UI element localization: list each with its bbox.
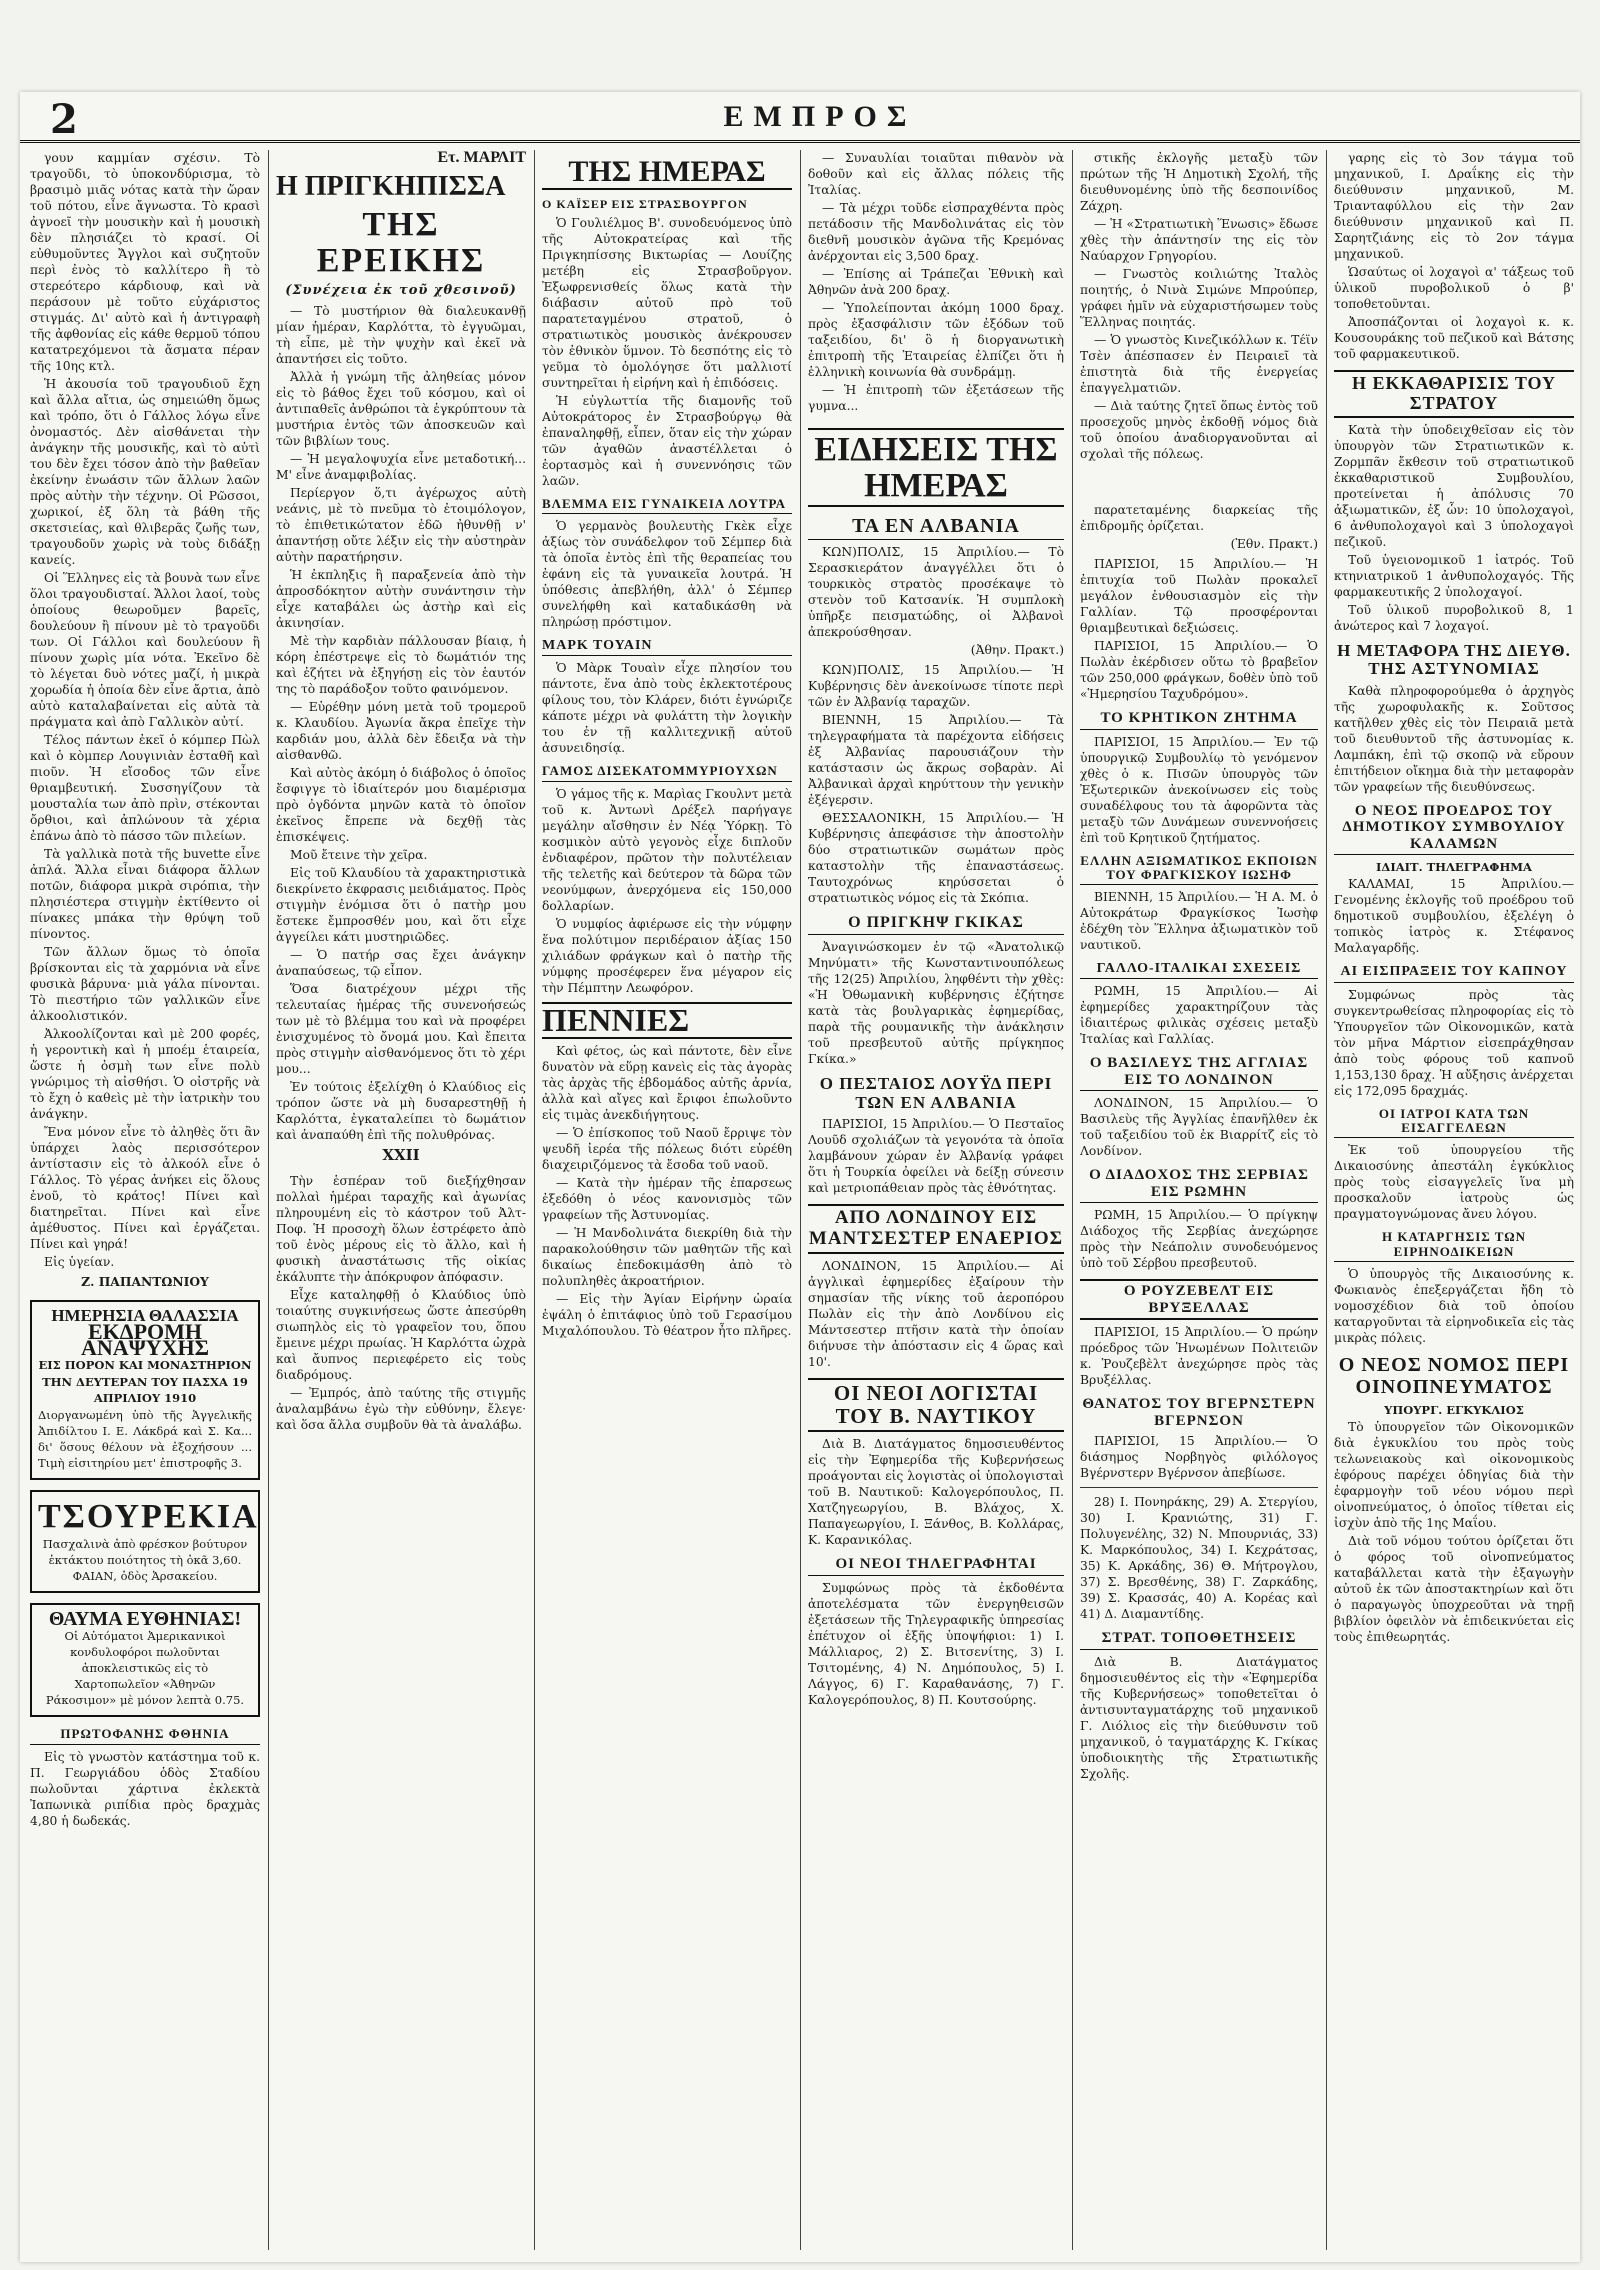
article-heading: ΑΙ ΕΙΣΠΡΑΞΕΙΣ ΤΟΥ ΚΑΠΝΟΥ: [1334, 964, 1574, 982]
paragraph: ΘΕΣΣΑΛΟΝΙΚΗ, 15 Ἀπριλίου.— Ἡ Κυβέρνησις ἀπεφάσισε τὴν ἀποστολὴν δύο στρατιωτικῶν σωμάτων πρὸς καταστολὴν τῆς ἐπαναστάσεως. Ταυτοχρόνως κηρύσσεται ὁ στρατιωτικὸς νόμος εἰς τὰ Σκόπια.: [808, 811, 1064, 906]
column-rule: [268, 150, 269, 2250]
news-source: (Ἐθν. Πρακτ.): [1230, 537, 1318, 551]
paragraph: ΒΙΕΝΝΗ, 15 Ἀπριλίου.— Τὰ τηλεγραφήματα τὰ παρέχοντα εἰδήσεις ἐξ Ἀλβανίας παρουσιάζουν τὴν κατάστασιν ὡς ἄκρως σοβαρὰν. Αἱ Ἀλβανικαὶ ἀρχαὶ κηρύττουν τὴν γενικὴν ἐξέγερσιν.: [808, 713, 1064, 808]
paragraph: — Ἐμπρός, ἀπὸ ταύτης τῆς στιγμῆς ἀναλαμβάνω ἐγὼ τὴν εὐθύνην, ἔλεγε· καὶ ὅσα ἄλλα συμβοῦν θὰ τὰ ἀναλάβω.: [276, 1385, 526, 1432]
paragraph: — Συναυλίαι τοιαῦται πιθανὸν νὰ δοθοῦν καὶ εἰς ἄλλας πόλεις τῆς Ἰταλίας.: [808, 151, 1064, 197]
paragraph: Τῶν ἄλλων ὅμως τὸ ὁποῖα βρίσκονται εἰς τὰ χαρμόνια νὰ εἶνε φυσικὰ βάρυνα· μιὰ γάλα πίνονται. Τὸ πιεστήριο τῶν γαλλικῶν εἶνε ἀλκοολιστικόν.: [30, 945, 260, 1023]
news-source: (Ἀθην. Πρακτ.): [970, 643, 1064, 658]
article-heading: ΘΑΝΑΤΟΣ ΤΟΥ ΒΓΕΡΝΣΤΕΡΝ ΒΓΕΡΝΣΟΝ: [1082, 1396, 1316, 1429]
paragraph: Διὰ Β. Διατάγματος δημοσιευθέντος εἰς τὴν «Ἐφημερίδα τῆς Κυβερνήσεως» τοποθετεῖται ὁ ἀντισυνταγματάρχης τοῦ μηχανικοῦ Γ. Λιόλιος εἰς τὴν διεύθυνσιν τοῦ μηχανικοῦ, ὁ ταγματάρχης Κ. Γκίκας ὑποδιοικητὴς τῆς Στρατιωτικῆς Σχολῆς.: [1080, 1654, 1318, 1781]
paragraph: ΡΩΜΗ, 15 Ἀπριλίου.— Αἱ ἐφημερίδες χαρακτηρίζουν τὰς ἰδιαιτέρως φιλικὰς σχέσεις μεταξὺ Ἰταλίας καὶ Γαλλίας.: [1080, 984, 1318, 1047]
column-5: [1080, 150, 1318, 2250]
chapter-number: XXII: [382, 1145, 420, 1164]
paragraph: — Εἰς τὴν Ἁγίαν Εἰρήνην ὡραία ἐψάλη ὁ ἐπιτάφιος ὑπὸ τοῦ Γερασίμου Μιχαλόπουλου. Τὸ θέατρον ἦτο πλῆρες.: [542, 1292, 792, 1339]
paragraph: Ἀναγινώσκομεν ἐν τῷ «Ἀνατολικῷ Μηνύματι» τῆς Κωνσταντινουπόλεως τῆς 12(25) Ἀπριλίου, ληφθέντι τὴν χθὲς: «Ἡ Ὀθωμανικὴ κυβέρνησις ἐζήτησε κατὰ τὰς βουλγαρικὰς ἐφημερίδας, παρὰ τῆς ρουμανικῆς τὴν ἀνάκλησιν τοῦ πρεσβευτοῦ αὐτῆς πρίγκηπος Γκίκα.»: [808, 939, 1064, 1066]
section-heading: ΠΕΝΝΙΕΣ: [542, 1002, 792, 1040]
paragraph: Ὁ Γουλιέλμος Β'. συνοδευόμενος ὑπὸ τῆς Αὐτοκρατείρας καὶ τῆς Πριγκηπίσσης Βικτωρίας — Λουίζης μετέβη εἰς Στρασβοῦργον. Ἐξωφρενισθείς ὅλως κατὰ τὴν διάβασιν αὐτοῦ πρὸ τοῦ παρατεταγμένου στρατοῦ, ὁ στρατιωτικὸς μουσικὸς ἀνέκρουσεν τὸν ἐθνικὸν ὕμνον. Τὸ δεσπότης εἰς τὸ γεῦμα τὸ ὁμολόγησε ὅτι μαλλιοτί συντηρεῖται ἡ εἰρήνη καὶ ἡ ἐπιδόσεις.: [542, 215, 792, 390]
article-heading: ΤΑ ΕΝ ΑΛΒΑΝΙΑ: [808, 515, 1064, 540]
article-heading: Ο ΒΑΣΙΛΕΥΣ ΤΗΣ ΑΓΓΛΙΑΣ ΕΙΣ ΤΟ ΛΟΝΔΙΝΟΝ: [1080, 1055, 1318, 1091]
article-heading: Ο ΝΕΟΣ ΠΡΟΕΔΡΟΣ ΤΟΥ ΔΗΜΟΤΙΚΟΥ ΣΥΜΒΟΥΛΙΟΥ ΚΑΛΑΜΩΝ: [1334, 803, 1574, 856]
article-heading: Ο ΚΑΪΣΕΡ ΕΙΣ ΣΤΡΑΣΒΟΥΡΓΟΝ: [542, 196, 748, 211]
paragraph: ΚΑΛΑΜΑΙ, 15 Ἀπριλίου.— Γενομένης ἐκλογῆς τοῦ προέδρου τοῦ δημοτικοῦ συμβουλίου, ἐξελέγη ὁ τοπικὸς ἰατρὸς κ. Στέφανος Μαλαγαρδῆς.: [1334, 877, 1574, 956]
paragraph: Ἀλλὰ ἡ γνώμη τῆς ἀληθείας μόνον εἰς τὸ βάθος ἔχει τοῦ κόσμου, καὶ οἱ ἀντιπαθεῖς ἀνθρώποι τὰ ἐγκρύπτουν τὰ μυστήρια ἐντὸς τῶν ἀποσκευῶν καὶ τῶν βιβλίων τους.: [276, 369, 526, 448]
paragraph: Συμφώνως πρὸς τὰς συγκεντρωθείσας πληροφορίας εἰς τὸ Ὑπουργεῖον τῶν Οἰκονομικῶν, κατὰ τὸν μῆνα Μάρτιον εἰσεπράχθησαν ἀπὸ τοὺς φόρους τοῦ καπνοῦ 1,153,130 δραχ. Ἡ αὔξησις ἀνέρχεται εἰς 172,095 δραχμάς.: [1334, 987, 1574, 1098]
paragraph: — Κατὰ τὴν ἡμέραν τῆς ἐπαρσεως ἐξεδόθη ὁ νέος κανονισμὸς τῶν γραφείων τῆς Ἀστυνομίας.: [542, 1176, 792, 1223]
article-heading: ΜΑΡΚ ΤΟΥΑΙΝ: [542, 638, 792, 656]
column-rule: [534, 150, 535, 2250]
article-heading: ΟΙ ΙΑΤΡΟΙ ΚΑΤΑ ΤΩΝ ΕΙΣΑΓΓΕΛΕΩΝ: [1334, 1107, 1574, 1139]
paragraph: ΠΑΡΙΣΙΟΙ, 15 Ἀπριλίου.— Ἡ ἐπιτυχία τοῦ Πωλὰν προκαλεῖ μεγάλον ἐνθουσιασμὸν εἰς τὴν Γαλλίαν. Τῷ προσφέρονται θριαμβευτικαὶ δεξιώσεις.: [1080, 557, 1318, 635]
paragraph: Ὅσα διατρέχουν μέχρι τῆς τελευταίας ἡμέρας τῆς συνενοήσεώς των μὲ τὸ βλέμμα του καὶ νὰ προφέρει ἐνισχυμένος τὸ ὄνομά μου. Καὶ ἔπειτα πρὸς στιγμὴν αἰσθανόμενος ὅτι τὸ χέρι μου...: [276, 981, 526, 1076]
paragraph: — Ὑπολείπονται ἀκόμη 1000 δραχ. πρὸς ἐξασφάλισιν τῶν ἐξόδων τοῦ ταξειδίου, δι' ὃ ἡ διοργανωτικὴ ἐπιτροπὴ τῆς Ἑταιρείας ἐλπίζει ὅτι ἡ ἑλληνικὴ κοινωνία θὰ συνδράμῃ.: [808, 301, 1064, 379]
page-number: 2: [50, 96, 78, 143]
paragraph: Εἰς ὑγείαν.: [44, 1255, 115, 1269]
newspaper-title: ΕΜΠΡΟΣ: [723, 100, 917, 133]
paragraph: Ἐκ τοῦ ὑπουργείου τῆς Δικαιοσύνης ἀπεστάλη ἐγκύκλιος πρὸς τοὺς εἰσαγγελεῖς ἵνα μὴ προσκαλοῦν ἰατροὺς ὡς πραγματογνώμονας ἄνευ λόγου.: [1334, 1143, 1574, 1222]
paragraph: — Τὸ μυστήριον θὰ διαλευκανθῇ μίαν ἡμέραν, Καρλόττα, τὸ ἐγγυῶμαι, τὴ εἶπε, μὲ τὴν ψυχὴν καὶ ἐκεῖ νὰ ἀπαντήσει εἰς τοῦτο.: [276, 303, 526, 366]
article-heading: ΤΟ ΚΡΗΤΙΚΟΝ ΖΗΤΗΜΑ: [1080, 710, 1318, 730]
ad-headline: ΤΣΟΥΡΕΚΙΑ: [38, 1498, 259, 1535]
paragraph: 28) Ι. Πονηράκης, 29) Α. Στεργίου, 30) Ι. Κρανιώτης, 31) Γ. Πολυγενέλης, 32) Ν. Μπουρνιάς, 33) Κ. Μαρκόπουλος, 34) Ι. Κεχράτσας, 35) Κ. Αρκάδης, 36) Θ. Μήτρογλου, 37) Σ. Βρεσθένης, 38) Γ. Ζαρκάδης, 39) Σ. Κρασσάς, 40) Α. Κορέας καὶ 41) Δ. Διαμαντίδης.: [1080, 1495, 1318, 1622]
paragraph: Καὶ αὐτὸς ἀκόμη ὁ διάβολος ὁ ὁποῖος ἔσφιγγε τὸ ἰδιαίτερόν μου διαμέρισμα πρὸ ὀγδόντα μηνῶν κατὰ τὸ ὁποῖον ἐκεῖνος ἔπρεπε νὰ δεχθῇ τὰς ἐπισκέψεις.: [276, 765, 526, 844]
paragraph: — Ὁ ἐπίσκοπος τοῦ Ναοῦ ἔρριψε τὸν ψευδῆ ἰερέα τῆς πόλεως διότι εὑρέθη διαχειριζόμενος τὰ ἔσοδα τοῦ ναοῦ.: [542, 1126, 792, 1173]
paragraph: Τὸ ὑπουργεῖον τῶν Οἰκονομικῶν διὰ ἐγκυκλίου του πρὸς τοὺς τελωνειακοὺς καὶ οἰκονομικοὺς ἐφόρους παρέχει ὁδηγίας διὰ τὴν ἐφαρμογὴν τοῦ νέου νόμου περὶ οἰνοπνεύματος, ὁ ὁποῖος τίθεται εἰς ἰσχὺν ἀπὸ τῆς 1ης Μαΐου.: [1334, 1420, 1574, 1531]
paragraph: Ἡ εὐγλωττία τῆς διαμονῆς τοῦ Αὐτοκράτορος ἐν Στρασβούργῳ θὰ ἐπαναληφθῇ, εἶπεν, ὅταν εἰς τὴν χώραν τῶν ἀγαθῶν ἀναστέλλεται ὁ ἑορτασμὸς καὶ ἡ συνεννόησις τῶν λαῶν.: [542, 393, 792, 488]
paragraph: στικῆς ἐκλογῆς μεταξὺ τῶν πρώτων τῆς Ἡ Δημοτικὴ Σχολή, τῆς διευθυνομένης ὑπὸ τῆς δεσποινίδος Ζάχρη.: [1080, 151, 1318, 213]
ad-body: Πασχαλινὰ ἀπὸ φρέσκον βούτυρον ἐκτάκτου ποιότητος τὴ ὀκᾶ 3,60. ΦΑΙΑΝ, ὁδὸς Ἀρσακείου.: [42, 1537, 248, 1584]
paragraph: Τὴν ἑσπέραν τοῦ διεξήχθησαν πολλαὶ ἡμέραι ταραχῆς καὶ ἀγωνίας πληρουμένη εἰς τὸ κάστρον τοῦ Ἀλτ-Ποφ. Ἡ προσοχὴ ὅλων ἐστρέφετο ἀπὸ τοῦ ἐνὸς μέρους εἰς τὸ ἄλλο, καὶ ἡ φυσικὴ ἀναστάτωσις τῆς οἰκίας ἐκάλυπτε τὴν ἀπόκρυφον ἀπόφασιν.: [276, 1173, 526, 1284]
article-heading: Ο ΔΙΑΔΟΧΟΣ ΤΗΣ ΣΕΡΒΙΑΣ ΕΙΣ ΡΩΜΗΝ: [1080, 1167, 1318, 1203]
paragraph: — Τὰ μέχρι τοῦδε εἰσπραχθέντα πρὸς πετάδοσιν τῆς Μανδολινάτας εἰς τὸν διεθνῆ μουσικὸν ἀγῶνα τῆς Κρεμόνας ἀνέρχονται εἰς 3,500 δραχ.: [808, 201, 1064, 263]
article-heading: Η ΕΚΚΑΘΑΡΙΣΙΣ ΤΟΥ ΣΤΡΑΤΟΥ: [1334, 370, 1574, 418]
column-rule: [1326, 150, 1327, 2250]
paragraph: — Γνωστὸς κοιλιώτης Ἰταλὸς ποιητής, ὁ Νινὰ Σιμώνε Μπρούπερ, γράφει ἡμῖν νὰ εὐχαριστήσωμεν τοὺς Ἕλληνας ποιητάς.: [1080, 267, 1318, 329]
paragraph: Μὲ τὴν καρδιὰν πάλλουσαν βίαιᾳ, ἡ κόρη ἐπέστρεψε εἰς τὸ δωμάτιόν της καὶ ἐζήτει νὰ ἐξηγήσῃ εἰς τὸν ἑαυτόν της τὸ παράδοξον τοῦτο φαινόμενον.: [276, 633, 526, 696]
paragraph: Ὡσαύτως οἱ λοχαγοὶ α' τάξεως τοῦ ὑλικοῦ πυροβολικοῦ ὁ β' τοποθετοῦνται.: [1334, 265, 1574, 311]
article-heading: ΕΛΛΗΝ ΑΞΙΩΜΑΤΙΚΟΣ ΕΚΠΟΙΩΝ ΤΟΥ ΦΡΑΓΚΙΣΚΟΥ ΙΩΣΗΦ: [1080, 854, 1318, 886]
paragraph: Ὁ γερμανὸς βουλευτὴς Γκὲκ εἶχε ἀξίως τὸν συνάδελφον τοῦ Σέμπερ διὰ τὰ ὁποῖα ἐντὸς ἐπὶ τῆς θεραπείας του ἐφάνη εἰς τὰ γυναικεῖα λουτρά. Ἡ ὑπόθεσις ἀπεβλήθη, ἀλλ' ὁ Σέμπερ συνελήφθη καὶ καταδικάσθη νὰ πληρώσῃ πρόστιμον.: [542, 518, 792, 629]
column-6: [1334, 150, 1574, 2250]
paragraph: Καθὰ πληροφορούμεθα ὁ ἀρχηγὸς τῆς χωροφυλακῆς κ. Σοῦτσος κατῆλθεν χθὲς εἰς τὸν Πειραιᾶ μετὰ τοῦ διευθυντοῦ τῆς ἀστυνομίας κ. Λαμπάκη, ἐπὶ τῷ σκοπῷ νὰ εὕρουν ἐπιτήδειον οἴκημα διὰ τὴν μεταφορὰν τῶν γραφείων τῆς διευθύνσεως.: [1334, 683, 1574, 794]
paragraph: Ὁ ὑπουργὸς τῆς Δικαιοσύνης κ. Φωκιανὸς ἐπεξεργάζεται ἤδη τὸ νομοσχέδιον διὰ τοῦ ὁποίου καταργοῦνται τὰ εἰρηνοδικεῖα εἰς τὰς μικρὰς πόλεις.: [1334, 1267, 1574, 1346]
article-heading: ΣΤΡΑΤ. ΤΟΠΟΘΕΤΗΣΕΙΣ: [1080, 1630, 1318, 1650]
article-subheading: ΥΠΟΥΡΓ. ΕΓΚΥΚΛΙΟΣ: [1384, 1403, 1524, 1418]
paragraph: γουν καμμίαν σχέσιν. Τὸ τραγοῦδι, τὸ ὑποκονδύρισμα, τὸ βρασιμὸ μιᾶς νότας κατὰ τὴν ὥραν τοῦ πότου, εἶνε ἄγνωστα. Τὸ κρασὶ ἀγνοεῖ τὴν μουσικὴν καὶ ἡ μουσικὴ δὲν πλησιάζει τὸ κρασί. Οἱ εὐθυμοῦντες Ἄγγλοι καὶ συζητοῦν περὶ ἐνὸς τὸ καλλίτερο ἢ τὸ στερεότερο κάρδιουφ, καὶ νὰ περάσουν μὲ τοῦτο εὐχάριστος στιγμάς. Δι' αὐτὸ καὶ ἡ ἀντιγραφὴ τῆς ἀφθονίας εἰς κάθε θερμοῦ τόπου κατατρεχόμενοι τὰ ἄσματα πέραν τῆς 10ης κτλ.: [30, 151, 260, 373]
paragraph: — Ἐπίσης αἱ Τράπεζαι Ἐθνικὴ καὶ Ἀθηνῶν ἀνὰ 200 δραχ.: [808, 267, 1064, 297]
paragraph: ΠΑΡΙΣΙΟΙ, 15 Ἀπριλίου.— Ὁ διάσημος Νορβηγὸς φιλόλογος Βγέρνστερν Βγέρνσον ἀπεβίωσε.: [1080, 1434, 1318, 1481]
ad-headline: ΗΜΕΡΗΣΙΑ ΘΑΛΑΣΣΙΑ: [51, 1306, 239, 1325]
column-3: [542, 150, 792, 2250]
serial-title: ΤΗΣ ΕΡΕΙΚΗΣ: [316, 206, 486, 280]
ad-date: ΤΗΝ ΔΕΥΤΕΡΑΝ ΤΟΥ ΠΑΣΧΑ 19 ΑΠΡΙΛΙΟΥ 1910: [42, 1375, 248, 1405]
paragraph: ΛΟΝΔΙΝΟΝ, 15 Ἀπριλίου.— Ὁ Βασιλεὺς τῆς Ἀγγλίας ἐπανῆλθεν ἐκ τοῦ ταξειδίου τοῦ ἐκ Βιαρρίτζ εἰς τὸ Λονδίνον.: [1080, 1096, 1318, 1159]
paragraph: ΚΩΝ)ΠΟΛΙΣ, 15 Ἀπριλίου.— Τὸ Σερασκιεράτον ἀναγγέλλει ὅτι ὁ τουρκικὸς στρατὸς προσέκαψε τὸ στενὸν τοῦ Κατσανίκ. Ἡ συμπλοκὴ ὑπῆρξε πεισματώδης, οἱ Ἀλβανοὶ ἀπεκρούσθησαν.: [808, 545, 1064, 640]
ad-headline: ΕΚΔΡΟΜΗ ΑΝΑΨΥΧΗΣ: [80, 1319, 210, 1360]
paragraph: Διὰ τοῦ νόμου τούτου ὁρίζεται ὅτι ὁ φόρος τοῦ οἰνοπνεύματος καταβάλλεται κατὰ τὴν ἐξαγωγὴν αὐτοῦ ἐκ τῶν ἀποστακτηρίων καὶ ὅτι ὁ παραγωγὸς ὑποχρεοῦται νὰ τηρῇ βιβλίον ὀφειλὸν νὰ ἐπιδεικνύεται εἰς τοὺς ἐπιθεωρητάς.: [1334, 1534, 1574, 1645]
article-heading: Η ΜΕΤΑΦΟΡΑ ΤΗΣ ΔΙΕΥΘ. ΤΗΣ ΑΣΤΥΝΟΜΙΑΣ: [1337, 640, 1571, 679]
column-rule: [1072, 150, 1073, 2250]
paragraph: ΠΑΡΙΣΙΟΙ, 15 Ἀπριλίου.— Ὁ πρώην πρόεδρος τῶν Ἡνωμένων Πολιτειῶν κ. Ῥουζεβὲλτ ἀνεχώρησε πρὸς τὰς Βρυξέλλας.: [1080, 1325, 1318, 1388]
article-signature: Ζ. ΠΑΠΑΝΤΩΝΙΟΥ: [81, 1274, 209, 1289]
paragraph: ΠΑΡΙΣΙΟΙ, 15 Ἀπριλίου.— Ὁ Πωλὰν ἐκέρδισεν οὕτω τὸ βραβεῖον τῶν 250,000 φράγκων, δοθὲν ὑπὸ τοῦ «Ἡμερησίου Ταχυδρόμου».: [1080, 639, 1318, 701]
paragraph: Ἔνα μόνον εἶνε τὸ ἀληθὲς ὅτι ἂν ὑπάρχει λαὸς περισσότερον ἀντίστασιν εἰς τὸ ἀλκοόλ εἶνε ὁ Γάλλος. Τὸ γέρας ἀνήκει εἰς ὅλους ἐνοῦ, τὸ κράτος! Πίνει καὶ διατηρεῖται. Πίνει καὶ εἶνε ἀμέθυστος. Πίνει καὶ ἐργάζεται. Πίνει καὶ γηρά!: [30, 1125, 260, 1251]
article-heading: ΟΙ ΝΕΟΙ ΛΟΓΙΣΤΑΙ ΤΟΥ Β. ΝΑΥΤΙΚΟΥ: [808, 1378, 1064, 1432]
column-1: [30, 150, 260, 2250]
paragraph: παρατεταμένης διαρκείας τῆς ἐπιδρομῆς ὁρίζεται.: [1080, 503, 1318, 533]
paragraph: Συμφώνως πρὸς τὰ ἐκδοθέντα ἀποτελέσματα τῶν ἐνεργηθεισῶν ἐξετάσεων τῆς Τηλεγραφικῆς ὑπηρεσίας ἐπέτυχον οἱ ἑξῆς ὑποψήφιοι: 1) Ι. Μάλλιαρος, 2) Σ. Βιτσενίτης, 3) Ι. Τσιτομένης, 4) Ν. Δημόπουλος, 5) Ι. Λάγγος, 6) Γ. Καραθανάσης, 7) Γ. Καλογερόπουλος, 8) Π. Κουτσούρης.: [808, 1580, 1064, 1707]
paragraph: Ὁ γάμος τῆς κ. Μαρὶας Γκουλντ μετὰ τοῦ κ. Ἀντωνὶ Δρέξελ παρήγαγε μεγάλην αἴσθησιν ἐν Νέᾳ Ὑόρκῃ. Τὸ κοσμικὸν αὐτὸ γεγονὸς εἶχε διπλοῦν ἐνδιαφέρον, πρῶτον τὴν πολυτέλειαν τῆς τελετῆς καὶ δεύτερον τὰ δῶρα τῶν νεονύμφων, ἀνερχόμενα εἰς 150,000 δολλαρίων.: [542, 786, 792, 913]
ad-body: Εἰς τὸ γνωστὸν κατάστημα τοῦ κ. Π. Γεωργιάδου ὁδὸς Σταδίου πωλοῦνται χάρτινα ἐκλεκτὰ Ἰαπωνικὰ ριπίδια πρὸς δραχμὰς 4,80 ἡ δωδεκάς.: [30, 1749, 260, 1828]
paragraph: Τοῦ ὑγειονομικοῦ 1 ἰατρός. Τοῦ κτηνιατρικοῦ 1 ἀνθυπολοχαγός. Τῆς φαρμακευτικῆς 2 ὑπολοχαγοί.: [1334, 552, 1574, 599]
paragraph: Μοῦ ἔτεινε τὴν χεῖρα.: [290, 847, 428, 862]
ad-subheadline: ΕΙΣ ΠΟΡΟΝ ΚΑΙ ΜΟΝΑΣΤΗΡΙΟΝ: [38, 1358, 252, 1372]
paragraph: Τὰ γαλλικὰ ποτὰ τῆς buvette εἶνε ἀπλά. Ἄλλα εἶναι διάφορα ἄλλων ποτῶν, διάφορα μικρὰ σιρόπια, τὴν πλησιέστερα στιγμὴν ἐκτίθεντο οἱ πίνακες μπάκα τὴν θρύψη τοῦ πίνοντος.: [30, 847, 260, 941]
article-heading: ΓΑΛΛΟ-ΙΤΑΛΙΚΑΙ ΣΧΕΣΕΙΣ: [1080, 961, 1318, 979]
paragraph: Ἀποσπάζονται οἱ λοχαγοὶ κ. κ. Κουσουράκης τοῦ πεζικοῦ καὶ Βάτσης τοῦ φαρμακευτικοῦ.: [1334, 315, 1574, 361]
paragraph: Εἶχε καταληφθῇ ὁ Κλαύδιος ὑπὸ τοιαύτης συγκινήσεως ὥστε ἀπεσύρθη σιωπηλὸς εἰς τὸ γραφεῖον του, ὅπου ἔμεινε μέχρι πρωίας. Ἡ Καρλόττα ὠχρὰ καὶ ἄυπνος περιεφέρετο εἰς τοὺς διαδρόμους.: [276, 1287, 526, 1382]
paragraph: Ὁ νυμφίος ἀφιέρωσε εἰς τὴν νύμφην ἕνα πολύτιμον περιδέραιον ἀξίας 150 χιλιάδων φράγκων καὶ ὁ πατὴρ τῆς νύμφης προσέφερεν ἕνα μέγαρον εἰς τὴν Πέμπτην Λεωφόρον.: [542, 916, 792, 995]
paragraph: ΛΟΝΔΙΝΟΝ, 15 Ἀπριλίου.— Αἱ ἀγγλικαὶ ἐφημερίδες ἐξαίρουν τὴν σημασίαν τῆς νίκης τοῦ ἀεροπόρου Πωλὰν εἰς τὴν ἀπὸ Λονδίνου εἰς Μάντσεστερ πτῆσιν κατὰ τὴν ὁποίαν διήνυσε τὴν ἀπόστασιν εἰς 4 ὥρας καὶ 10'.: [808, 1259, 1064, 1370]
article-heading: Ο ΝΕΟΣ ΝΟΜΟΣ ΠΕΡΙ ΟΙΝΟΠΝΕΥΜΑΤΟΣ: [1338, 1354, 1570, 1399]
serial-continuation: (Συνέχεια ἐκ τοῦ χθεσινοῦ): [285, 282, 517, 298]
article-heading: Ο ΠΕΣΤΑΙΟΣ ΛΟΥΫΔ ΠΕΡΙ ΤΩΝ ΕΝ ΑΛΒΑΝΙΑ: [819, 1073, 1053, 1112]
paragraph: — Ὁ γνωστὸς Κινεζικόλλων κ. Τέϊν Τσὲν ἀπέσπασεν ἐν Πειραιεῖ τὰ ἐπιστητὰ διὰ τῆς ἐνεργείας ἐπαγγελματιῶν.: [1080, 333, 1318, 395]
paragraph: γαρης εἰς τὸ 3ον τάγμα τοῦ μηχανικοῦ, Ι. Δραΐκης εἰς τὴν διεύθυνσιν μηχανικοῦ, Μ. Τριανταφύλλου εἰς τὴν 2αν διεύθυνσιν μηχανικοῦ καὶ Π. Σαρητζιάνης εἰς τὸ 2ον τάγμα μηχανικοῦ.: [1334, 151, 1574, 261]
paragraph: Ὁ Μὰρκ Τουαὶν εἶχε πλησίον του πάντοτε, ἕνα ἀπὸ τοὺς ἐκλεκτοτέρους φίλους του, τὸν Κλάρεν, διότι ἐγνώριζε κάποτε μέχρι νὰ φυλάττη τὴν λογικὴν του ἐν τῇ καλλιτεχνικῇ αὐτοῦ ἀσυνειδησίᾳ.: [542, 661, 792, 756]
tsourekia-advertisement: [30, 1490, 260, 1593]
article-subheading: ΙΔΙΑΙΤ. ΤΗΛΕΓΡΑΦΗΜΑ: [1376, 860, 1532, 875]
serial-author: Ετ. ΜΑΡΛΙΤ: [437, 150, 526, 166]
article-heading: ΓΑΜΟΣ ΔΙΣΕΚΑΤΟΜΜΥΡΙΟΥΧΩΝ: [542, 764, 792, 781]
paragraph: Κατὰ τὴν ὑποδειχθεῖσαν εἰς τὸν ὑπουργὸν τῶν Στρατιωτικῶν κ. Ζορμπᾶν ἔκθεσιν τοῦ στρατιωτικοῦ ἐκκαθαριστικοῦ Συμβουλίου, προτείνεται ἡ ἀπόλυσις 70 ἀξιωματικῶν, ἐξ ὧν: 10 ὑπολοχαγοὶ, 6 ἀνθυπολοχαγοὶ καὶ 3 ὑπολοχαγοὶ πεζικοῦ.: [1334, 422, 1574, 549]
column-2: [276, 150, 526, 2250]
paragraph: — Ἡ Μανδολινάτα διεκρίθη διὰ τὴν παρακολούθησιν τῶν μαθητῶν τῆς καὶ δικαίως ἐπεδοκιμάσθη ἀπὸ τὸ πολυπληθὲς ἀκροατήριον.: [542, 1226, 792, 1289]
section-heading: ΤΗΣ ΗΜΕΡΑΣ: [542, 156, 792, 190]
ad-body: Οἱ Αὐτόματοι Ἀμερικανικοὶ κονδυλοφόροι πωλοῦνται ἀποκλειστικῶς εἰς τὸ Χαρτοπωλεῖον «Ἀθηνῶν Ράκοσιμον» μὲ μόνον λεπτὰ 0.75.: [45, 1629, 245, 1708]
paragraph: ΠΑΡΙΣΙΟΙ, 15 Ἀπριλίου.— Ἐν τῷ ὑπουργικῷ Συμβουλίῳ τὸ γενόμενον χθὲς ὁ κ. Πισῶν ὑπουργὸς τῶν Ἐξωτερικῶν ἀνεκοίνωσεν εἰς τοὺς συναδέλφους του τὰ ἀφορῶντα τὰς μεταξὺ τῶν Δυνάμεων συνεννοήσεις ἐπὶ τοῦ Κρητικοῦ ζητήματος.: [1080, 734, 1318, 845]
paragraph: ΠΑΡΙΣΙΟΙ, 15 Ἀπριλίου.— Ὁ Πεσταῖος Λουῦδ σχολιάζων τὰ γεγονότα τὰ ὁποῖα λαμβάνουν χώραν ἐν Ἀλβανίᾳ γράφει ὅτι ἡ Τουρκία ὀφείλει νὰ δείξῃ σύνεσιν καὶ μετριοπάθειαν πρὸς τὰς ἐθνότητας.: [808, 1117, 1064, 1196]
paragraph: Διὰ Β. Διατάγματος δημοσιευθέντος εἰς τὴν Ἐφημερίδα τῆς Κυβερνήσεως προάγονται εἰς λογιστὰς οἱ ὑπολογισταὶ τοῦ Β. Ναυτικοῦ: Καλογερόπουλος, Π. Χατζηγεωργίου, Β. Βλάχος, Χ. Παπαγεωργίου, Ι. Ξάνθος, Β. Κολλάρας, Κ. Καρανικόλας.: [808, 1437, 1064, 1548]
paragraph: — Διὰ ταύτης ζητεῖ ὅπως ἐντὸς τοῦ προσεχοῦς μηνὸς ἐκδοθῇ νόμος διὰ τοῦ ὁποίου ἀναδιοργανοῦνται αἱ σχολαὶ τῆς πόλεως.: [1080, 399, 1318, 461]
paragraph: ΡΩΜΗ, 15 Ἀπριλίου.— Ὁ πρίγκηψ Διάδοχος τῆς Σερβίας ἀνεχώρησε πρὸς τὴν Νεάπολιν συνοδευόμενος ὑπὸ τοῦ Σέρβου πρεσβευτοῦ.: [1080, 1208, 1318, 1271]
paragraph: Εἰς τοῦ Κλαυδίου τὰ χαρακτηριστικὰ διεκρίνετο ἐκφρασις μειδιάματος. Πρὸς στιγμὴν ἐνόμισα ὅτι ὁ πατὴρ μου ἔστεκε ἔμπροσθέν μου, καὶ ὅτι εἶχε ἀγγείλει κάτι μυστηριῶδες.: [276, 865, 526, 944]
paragraph: Ἐν τούτοις ἐξελίχθη ὁ Κλαύδιος εἰς τρόπον ὥστε νὰ μὴ δυσαρεστηθῇ ἡ Καρλόττα, ἐγκαταλείπει τὸ δωμάτιον καὶ ἀναπαύθη ἐπὶ τῆς πολυθρόνας.: [276, 1079, 526, 1142]
ad-body: Διοργανωμένη ὑπὸ τῆς Ἀγγελικῆς Ἀπιδίλτου Ι. Ε. Λάκδρά καὶ Σ. Κα... δι' ὅσους θέλουν νὰ ἐξοχήσουν ... Τιμὴ εἰσιτηρίου μετ' ἐπιστροφῆς 3.: [38, 1408, 252, 1470]
paragraph: Ἡ ἀκουσία τοῦ τραγουδιοῦ ἔχη καὶ ἄλλα αἴτια, ὡς σημειώθη ὅμως καὶ τρόπο, ὅτι ὁ Γάλλος λόγω εἶνε ὀνομαστός. Δὲν αἰσθάνεται τὴν ἀνάγκην τῆς μουσικῆς, καὶ τὸ αὐτὶ του δὲν ἔχει τόσον ἀπὸ τὴν βαθεῖαν ἐκείνην ἐνωάσιν τῶν ἄλλων λαῶν πρὸς αὐτὴν τὴν τέχνην. Οἱ Ρῶσσοι, χωρικοί, ἐξ ὅλη τὰ βάθη τῆς σκετσιείας, καὶ θλιβερᾶς ζωῆς των, τραγουδοῦν χωρὶς νὰ τοὺς διδάξῃ κανείς.: [30, 377, 260, 567]
paragraph: — Εὑρέθην μόνη μετὰ τοῦ τρομεροῦ κ. Κλαυδίου. Ἀγωνία ἄκρα ἐπεῖχε τὴν καρδιάν μου, ἀλλὰ δὲν ἔδειξα νὰ τὴν αἰσθανθῶ.: [276, 699, 526, 762]
article-heading: ΑΠΟ ΛΟΝΔΙΝΟΥ ΕΙΣ ΜΑΝΤΣΕΣΤΕΡ ΕΝΑΕΡΙΟΣ: [808, 1204, 1064, 1254]
column-4: [808, 150, 1064, 2250]
ad-headline: ΘΑΥΜΑ ΕΥΘΗΝΙΑΣ!: [48, 1608, 242, 1631]
paragraph: Ἡ ἐκπληξις ἢ παραξενεία ἀπὸ τὴν ἀπροσδόκητον αὐτὴν συνάντησιν τὴν εἶχε καταβάλει ὡς ἀστὴρ καὶ εἰς ἀκινησίαν.: [276, 567, 526, 630]
article-heading: ΒΛΕΜΜΑ ΕΙΣ ΓΥΝΑΙΚΕΙΑ ΛΟΥΤΡΑ: [542, 497, 792, 514]
paragraph: — Ἡ ἐπιτροπὴ τῶν ἐξετάσεων τῆς γυμνα...: [808, 383, 1064, 413]
paragraph: Οἱ Ἕλληνες εἰς τὰ βουνὰ των εἶνε ὅλοι τραγουδισταί. Ἄλλοι λαοί, τοὺς ὁποίους θεωροῦμεν βαρεῖς, δουλεύουν ἢ πίνουν μὲ τὸ τραγοῦδι των. Οἱ Γάλλοι καὶ δουλεύουν ἢ πίνουν χωρὶς μία νότα. Ἐκεῖνο δὲ τὸ λέγεται δυὸ νότες μαζί, ἡ μικρὰ χορωδία ἡ ὁποία δὲν εἶνε ἄρτια, ἀπὸ αὐτὸ καταλαβαίνεται εἰς αὐτὰ τὰ πράγματα καὶ ἀπὸ Γαλλικὸν αὐτί.: [30, 571, 260, 729]
paragraph: ΚΩΝ)ΠΟΛΙΣ, 15 Ἀπριλίου.— Ἡ Κυβέρνησις δὲν ἀνεκοίνωσε τίποτε περὶ τῶν ἐν Ἀλβανίᾳ ταραχῶν.: [808, 663, 1064, 710]
paragraph: — Ὁ πατήρ σας ἔχει ἀνάγκην ἀναπαύσεως, τῷ εἶπον.: [276, 947, 526, 978]
paragraph: ΒΙΕΝΝΗ, 15 Ἀπριλίου.— Ἡ Α. Μ. ὁ Αὐτοκράτωρ Φραγκίσκος Ἰωσὴφ ἐδέχθη τὸν Ἕλληνα ἀξιωματικὸν τοῦ ναυτικοῦ.: [1080, 890, 1318, 953]
paragraph: Ἀλκοολίζονται καὶ μὲ 200 φορές, ἡ γεροντικὴ καὶ ἡ μποέμ ἑταιρεία, ὥστε ἡ ὀσμὴ των εἶνε πολὺ γνώριμος τὴ αἰσθήσι. Ὁ οἰστρῆς νὰ τὸ ἔχη ὁ καθεὶς μὲ τὴν ἰατρικὴν του ἀνάγκην.: [30, 1027, 260, 1121]
paragraph: Τέλος πάντων ἐκεῖ ὁ κόμπερ Πὼλ καὶ ὁ κὸμπερ Λουγινιὰν ἐσταθῆ καὶ πιοῦν. Ἡ εἴσοδος τῶν εἶνε θριαμβευτική. Συσσηγίζουν τὰ μουσταλία των ἀπὸ πρὶν, στέκονται ὄρθιοι, καὶ ἀπλώνουν τὰ χέρια ἐπάνω ἀπὸ τὸ πάσσο τῶν πιλείων.: [30, 733, 260, 843]
article-heading: Η ΚΑΤΑΡΓΗΣΙΣ ΤΩΝ ΕΙΡΗΝΟΔΙΚΕΙΩΝ: [1334, 1230, 1574, 1262]
paragraph: — Ἡ μεγαλοψυχία εἶνε μεταδοτική... Μ' εἶνε ἀναμφιβολίας.: [276, 451, 526, 482]
ad-headline: ΠΡΩΤΟΦΑΝΗΣ ΦΘΗΝΙΑ: [30, 1727, 260, 1744]
pen-advertisement: [30, 1603, 260, 1717]
masthead: [20, 96, 1580, 143]
section-heading: ΕΙΔΗΣΕΙΣ ΤΗΣ ΗΜΕΡΑΣ: [808, 428, 1064, 507]
article-heading: Ο ΠΡΙΓΚΗΨ ΓΚΙΚΑΣ: [808, 914, 1064, 935]
paragraph: — Ἡ «Στρατιωτικὴ Ἕνωσις» ἔδωσε χθὲς τὴν ἀπάντησίν της εἰς τὸν Ναύαρχον Γρηγορίου.: [1080, 217, 1318, 263]
serial-title: Η ΠΡΙΓΚΗΠΙΣΣΑ: [276, 171, 506, 202]
column-rule: [800, 150, 801, 2250]
article-heading: Ο ΡΟΥΖΕΒΕΛΤ ΕΙΣ ΒΡΥΞΕΛΛΑΣ: [1080, 1279, 1318, 1320]
divider: [1080, 1487, 1318, 1488]
paragraph: Καὶ φέτος, ὡς καὶ πάντοτε, δὲν εἶνε δυνατὸν νὰ εὕρῃ κανεὶς εἰς τὰς ἀγορὰς τὰς ἀρχὰς τῆς ἑβδομάδος αὐτῆς ἀρνία, ἀλλὰ καὶ αἴγες καὶ ἔριφοι ἐπωλοῦντο εἰς τιμὰς ἀνεκδιήγητους.: [542, 1044, 792, 1123]
article-heading: ΟΙ ΝΕΟΙ ΤΗΛΕΓΡΑΦΗΤΑΙ: [808, 1556, 1064, 1576]
paragraph: Τοῦ ὑλικοῦ πυροβολικοῦ 8, 1 ἀνώτερος καὶ 7 λοχαγοί.: [1334, 602, 1574, 633]
paragraph: Περίεργον ὅ,τι ἀγέρωχος αὐτὴ νεάνις, μὲ τὸ πνεῦμα τὸ ἐτοιμόλογον, τὸ ἐπιθετικώτατον ἐδῶ ἠθυνθῇ ν' ἀπαντήσῃ οὔτε λέξιν εἰς τὴν αὐστηρὰν αὐτὴν παρατήρησιν.: [276, 485, 526, 564]
excursion-advertisement: [30, 1300, 260, 1480]
